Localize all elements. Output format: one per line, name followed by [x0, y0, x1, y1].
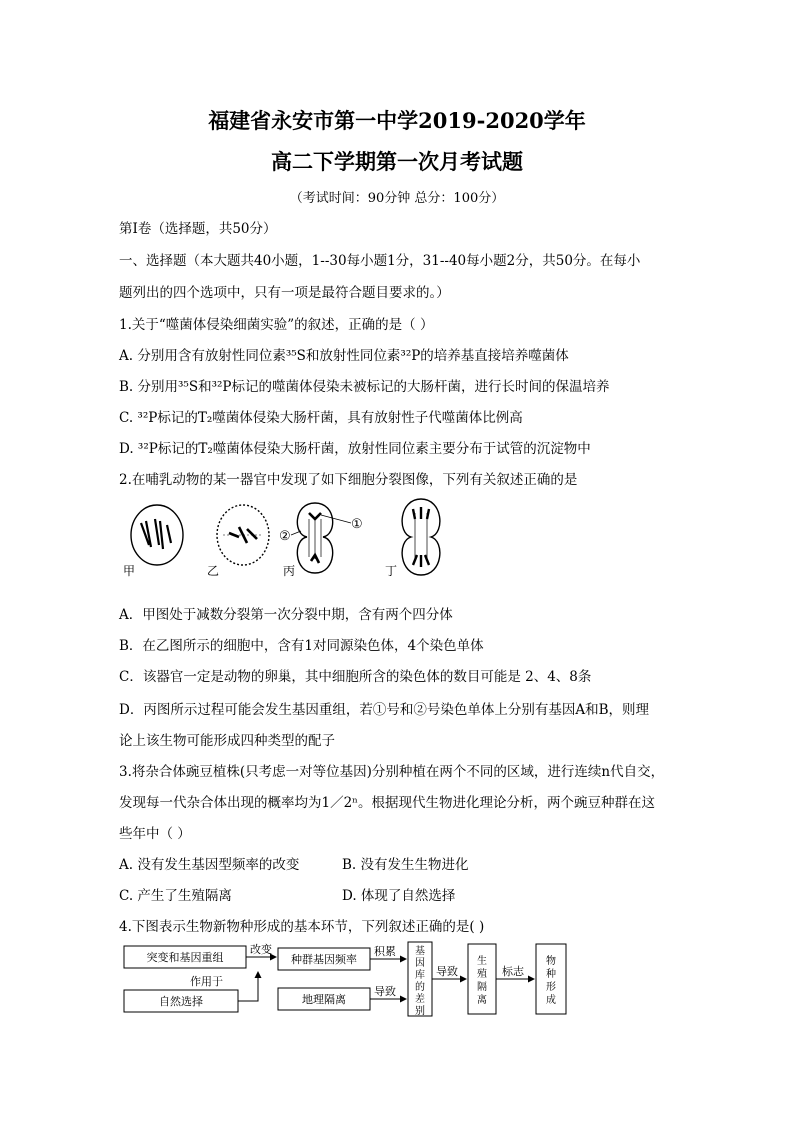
q3-options-row-2: [119, 884, 455, 904]
gene-pool-char: 别: [415, 1006, 425, 1017]
exam-info: （考试时间：90分钟 总分：100分）: [289, 191, 505, 206]
text-mark: 标志: [502, 965, 524, 978]
cell-ding: [385, 499, 440, 578]
text-selection: 自然选择: [159, 995, 203, 1008]
label-bing: 丙: [283, 564, 296, 578]
q3-options-row-1: [119, 853, 469, 873]
q2-stem: 2.在哺乳动物的某一器官中发现了如下细胞分裂图像，下列有关叙述正确的是: [119, 472, 578, 488]
species-char: 种: [546, 969, 556, 980]
text-accumulate: 积累: [374, 945, 396, 958]
repro-char: 隔: [477, 982, 487, 993]
q3-option-a: A. 没有发生基因型频率的改变: [119, 857, 300, 873]
cell-bing: [279, 503, 363, 578]
q1-option-a: A. 分别用含有放射性同位素³⁵S和放射性同位素³²P的培养基直接培养噬菌体: [119, 348, 569, 364]
q2-option-d-line-1: D．丙图所示过程可能会发生基因重组，若①号和②号染色单体上分别有基因A和B，则理: [119, 702, 649, 718]
q3-option-d: D. 体现了自然选择: [342, 888, 456, 904]
q3-stem-line-1: 3.将杂合体豌豆植株(只考虑一对等位基因)分别种植在两个不同的区域，进行连续n代自交，: [119, 764, 665, 780]
q2-option-a: A．甲图处于减数分裂第一次分裂中期，含有两个四分体: [119, 607, 453, 623]
gene-pool-char: 的: [415, 982, 425, 993]
q2-option-d-line-2: 论上该生物可能形成四种类型的配子: [119, 733, 335, 749]
instruction-line-2: 题列出的四个选项中，只有一项是最符合题目要求的。）: [119, 285, 450, 301]
q3-stem-line-3: 些年中（ ）: [119, 826, 191, 842]
q1-option-b: B. 分别用³⁵S和³²P标记的噬菌体侵染未被标记的大肠杆菌，进行长时间的保温培养: [119, 379, 610, 395]
text-change: 改变: [250, 943, 272, 956]
text-mutation: 突变和基因重组: [146, 951, 224, 964]
repro-char: 离: [477, 995, 487, 1006]
instruction-line-1: 一、选择题（本大题共40小题，1--30每小题1分，31--40每小题2分，共50分。在每小: [119, 253, 641, 269]
species-char: 形: [546, 982, 556, 993]
text-lead-2: 导致: [436, 965, 458, 978]
mark-1: ①: [351, 517, 363, 532]
part-heading: 第Ⅰ卷（选择题，共50分）: [119, 221, 277, 237]
q1-option-c: C. ³²P标记的T₂噬菌体侵染大肠杆菌，具有放射性子代噬菌体比例高: [119, 410, 523, 426]
gene-pool-char: 因: [415, 958, 425, 969]
text-gene-frequency: 种群基因频率: [291, 953, 357, 966]
q2-option-b: B．在乙图所示的细胞中，含有1对同源染色体，4个染色单体: [119, 638, 484, 654]
mark-2: ②: [279, 529, 291, 544]
species-char: 物: [546, 956, 556, 967]
repro-char: 殖: [477, 969, 487, 980]
q3-option-c: C. 产生了生殖隔离: [119, 888, 232, 904]
species-char: 成: [546, 995, 556, 1006]
q4-stem: 4.下图表示生物新物种形成的基本环节，下列叙述正确的是( ): [119, 919, 485, 935]
q3-option-b: B. 没有发生生物进化: [342, 857, 469, 873]
q3-stem-line-2: 发现每一代杂合体出现的概率均为1／2ⁿ。根据现代生物进化理论分析，两个豌豆种群在这: [119, 795, 656, 811]
repro-char: 生: [477, 956, 487, 967]
label-jia: 甲: [123, 564, 136, 578]
q1-stem: 1.关于“噬菌体侵染细菌实验”的叙述，正确的是（ ）: [119, 317, 434, 333]
gene-pool-char: 差: [415, 994, 425, 1005]
label-yi: 乙: [207, 564, 220, 578]
text-geographic-isolation: 地理隔离: [302, 993, 346, 1006]
cell-yi: [207, 505, 269, 578]
text-lead-1: 导致: [374, 985, 396, 998]
gene-pool-char: 库: [415, 970, 425, 981]
gene-pool-char: 基: [415, 946, 425, 957]
label-ding: 丁: [385, 564, 398, 578]
q2-option-c: C．该器官一定是动物的卵巢，其中细胞所含的染色体的数目可能是 2、4、8条: [119, 669, 592, 685]
cell-division-figure: [115, 495, 455, 585]
speciation-flow-diagram: [120, 940, 575, 1020]
cell-jia: [123, 505, 183, 578]
title-line-2: 高二下学期第一次月考试题: [271, 149, 523, 174]
q1-option-d: D. ³²P标记的T₂噬菌体侵染大肠杆菌，放射性同位素主要分布于试管的沉淀物中: [119, 441, 591, 457]
text-acts-on: 作用于: [190, 975, 223, 988]
title-line-1: 福建省永安市第一中学2019-2020学年: [208, 108, 586, 133]
